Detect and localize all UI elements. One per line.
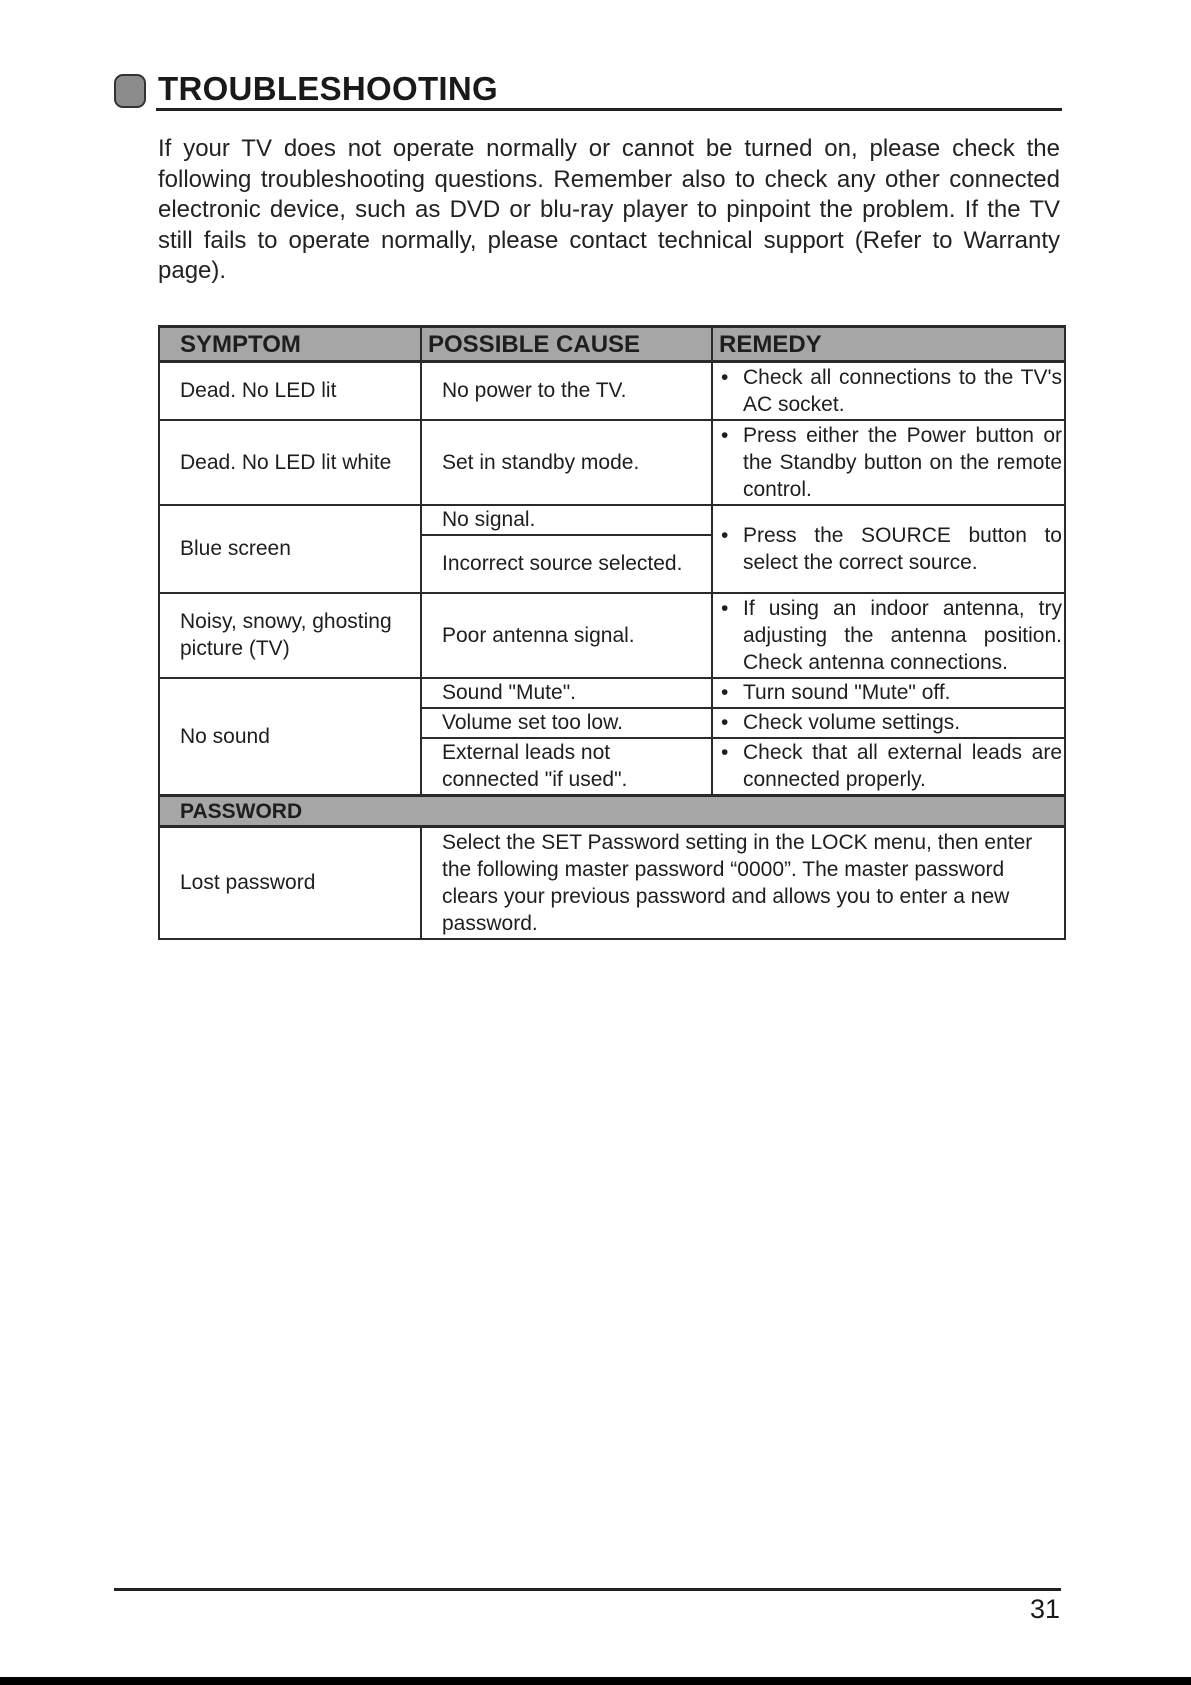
symptom-cell: Dead. No LED lit white <box>159 420 421 505</box>
bottom-scan-edge <box>0 1677 1191 1685</box>
heading-rule <box>156 108 1062 111</box>
table-row <box>159 420 1065 505</box>
remedy-text: If using an indoor antenna, try adjusting the antenna position. Check antenna connections. <box>743 596 1062 674</box>
table-row <box>159 505 1065 535</box>
cause-cell: Set in standby mode. <box>421 420 712 505</box>
troubleshooting-table <box>158 325 1066 940</box>
symptom-cell: Blue screen <box>159 505 421 593</box>
page-title: TROUBLESHOOTING <box>158 70 498 107</box>
table-header-row <box>159 327 1065 362</box>
header-symptom: SYMPTOM <box>159 327 421 362</box>
table-row <box>159 678 1065 708</box>
table-row <box>159 827 1065 939</box>
cause-cell: No power to the TV. <box>421 362 712 420</box>
table-row <box>159 593 1065 678</box>
remedy-cell <box>712 420 1065 505</box>
remedy-text: Check all connections to the TV's AC socket. <box>743 365 1062 416</box>
heading-marker-icon <box>114 74 146 108</box>
remedy-cell <box>712 362 1065 420</box>
remedy-text: Press either the Power button or the Standby button on the remote control. <box>743 423 1062 501</box>
remedy-cell <box>712 708 1065 738</box>
symptom-cell: Dead. No LED lit <box>159 362 421 420</box>
remedy-text: Check that all external leads are connected properly. <box>743 741 1062 792</box>
header-cause: POSSIBLE CAUSE <box>421 327 712 362</box>
intro-paragraph: If your TV does not operate normally or cannot be turned on, please check the following troubleshooting questions. Remember also to check any other connected electronic device, such as DVD or blu-ray player to pinpoint the problem. If the TV still fails to operate normally, please contact technical support (Refer to Warranty page). <box>158 135 1060 284</box>
table-row <box>159 362 1065 420</box>
bullet-icon: • <box>721 741 729 765</box>
footer-rule <box>114 1588 1061 1591</box>
bullet-icon: • <box>721 681 729 704</box>
cause-cell: Volume set too low. <box>421 708 712 738</box>
remedy-text: Turn sound "Mute" off. <box>743 681 951 704</box>
cause-cell: Incorrect source selected. <box>421 535 712 593</box>
password-remedy-cell: Select the SET Password setting in the LOCK menu, then enter the following master password “0000”. The master password clears your previous password and allows you to enter a new password. <box>421 827 1065 939</box>
header-remedy: REMEDY <box>712 327 1065 362</box>
remedy-text: Check volume settings. <box>743 711 961 734</box>
remedy-text: Press the SOURCE button to select the correct source. <box>743 523 1062 574</box>
cause-cell: Poor antenna signal. <box>421 593 712 678</box>
bullet-icon: • <box>721 523 729 547</box>
page-number: 31 <box>1029 1594 1060 1624</box>
bullet-icon: • <box>721 423 729 447</box>
cause-cell: Sound "Mute". <box>421 678 712 708</box>
bullet-icon: • <box>721 711 729 734</box>
remedy-cell <box>712 738 1065 796</box>
section-heading <box>114 70 1062 112</box>
cause-cell: No signal. <box>421 505 712 535</box>
remedy-cell <box>712 593 1065 678</box>
password-header: PASSWORD <box>159 796 1065 827</box>
symptom-cell: No sound <box>159 678 421 796</box>
remedy-cell <box>712 505 1065 593</box>
symptom-cell: Noisy, snowy, ghosting picture (TV) <box>159 593 421 678</box>
symptom-cell: Lost password <box>159 827 421 939</box>
cause-cell: External leads not connected "if used". <box>421 738 712 796</box>
remedy-cell <box>712 678 1065 708</box>
password-header-row <box>159 796 1065 827</box>
bullet-icon: • <box>721 365 729 389</box>
bullet-icon: • <box>721 596 729 620</box>
